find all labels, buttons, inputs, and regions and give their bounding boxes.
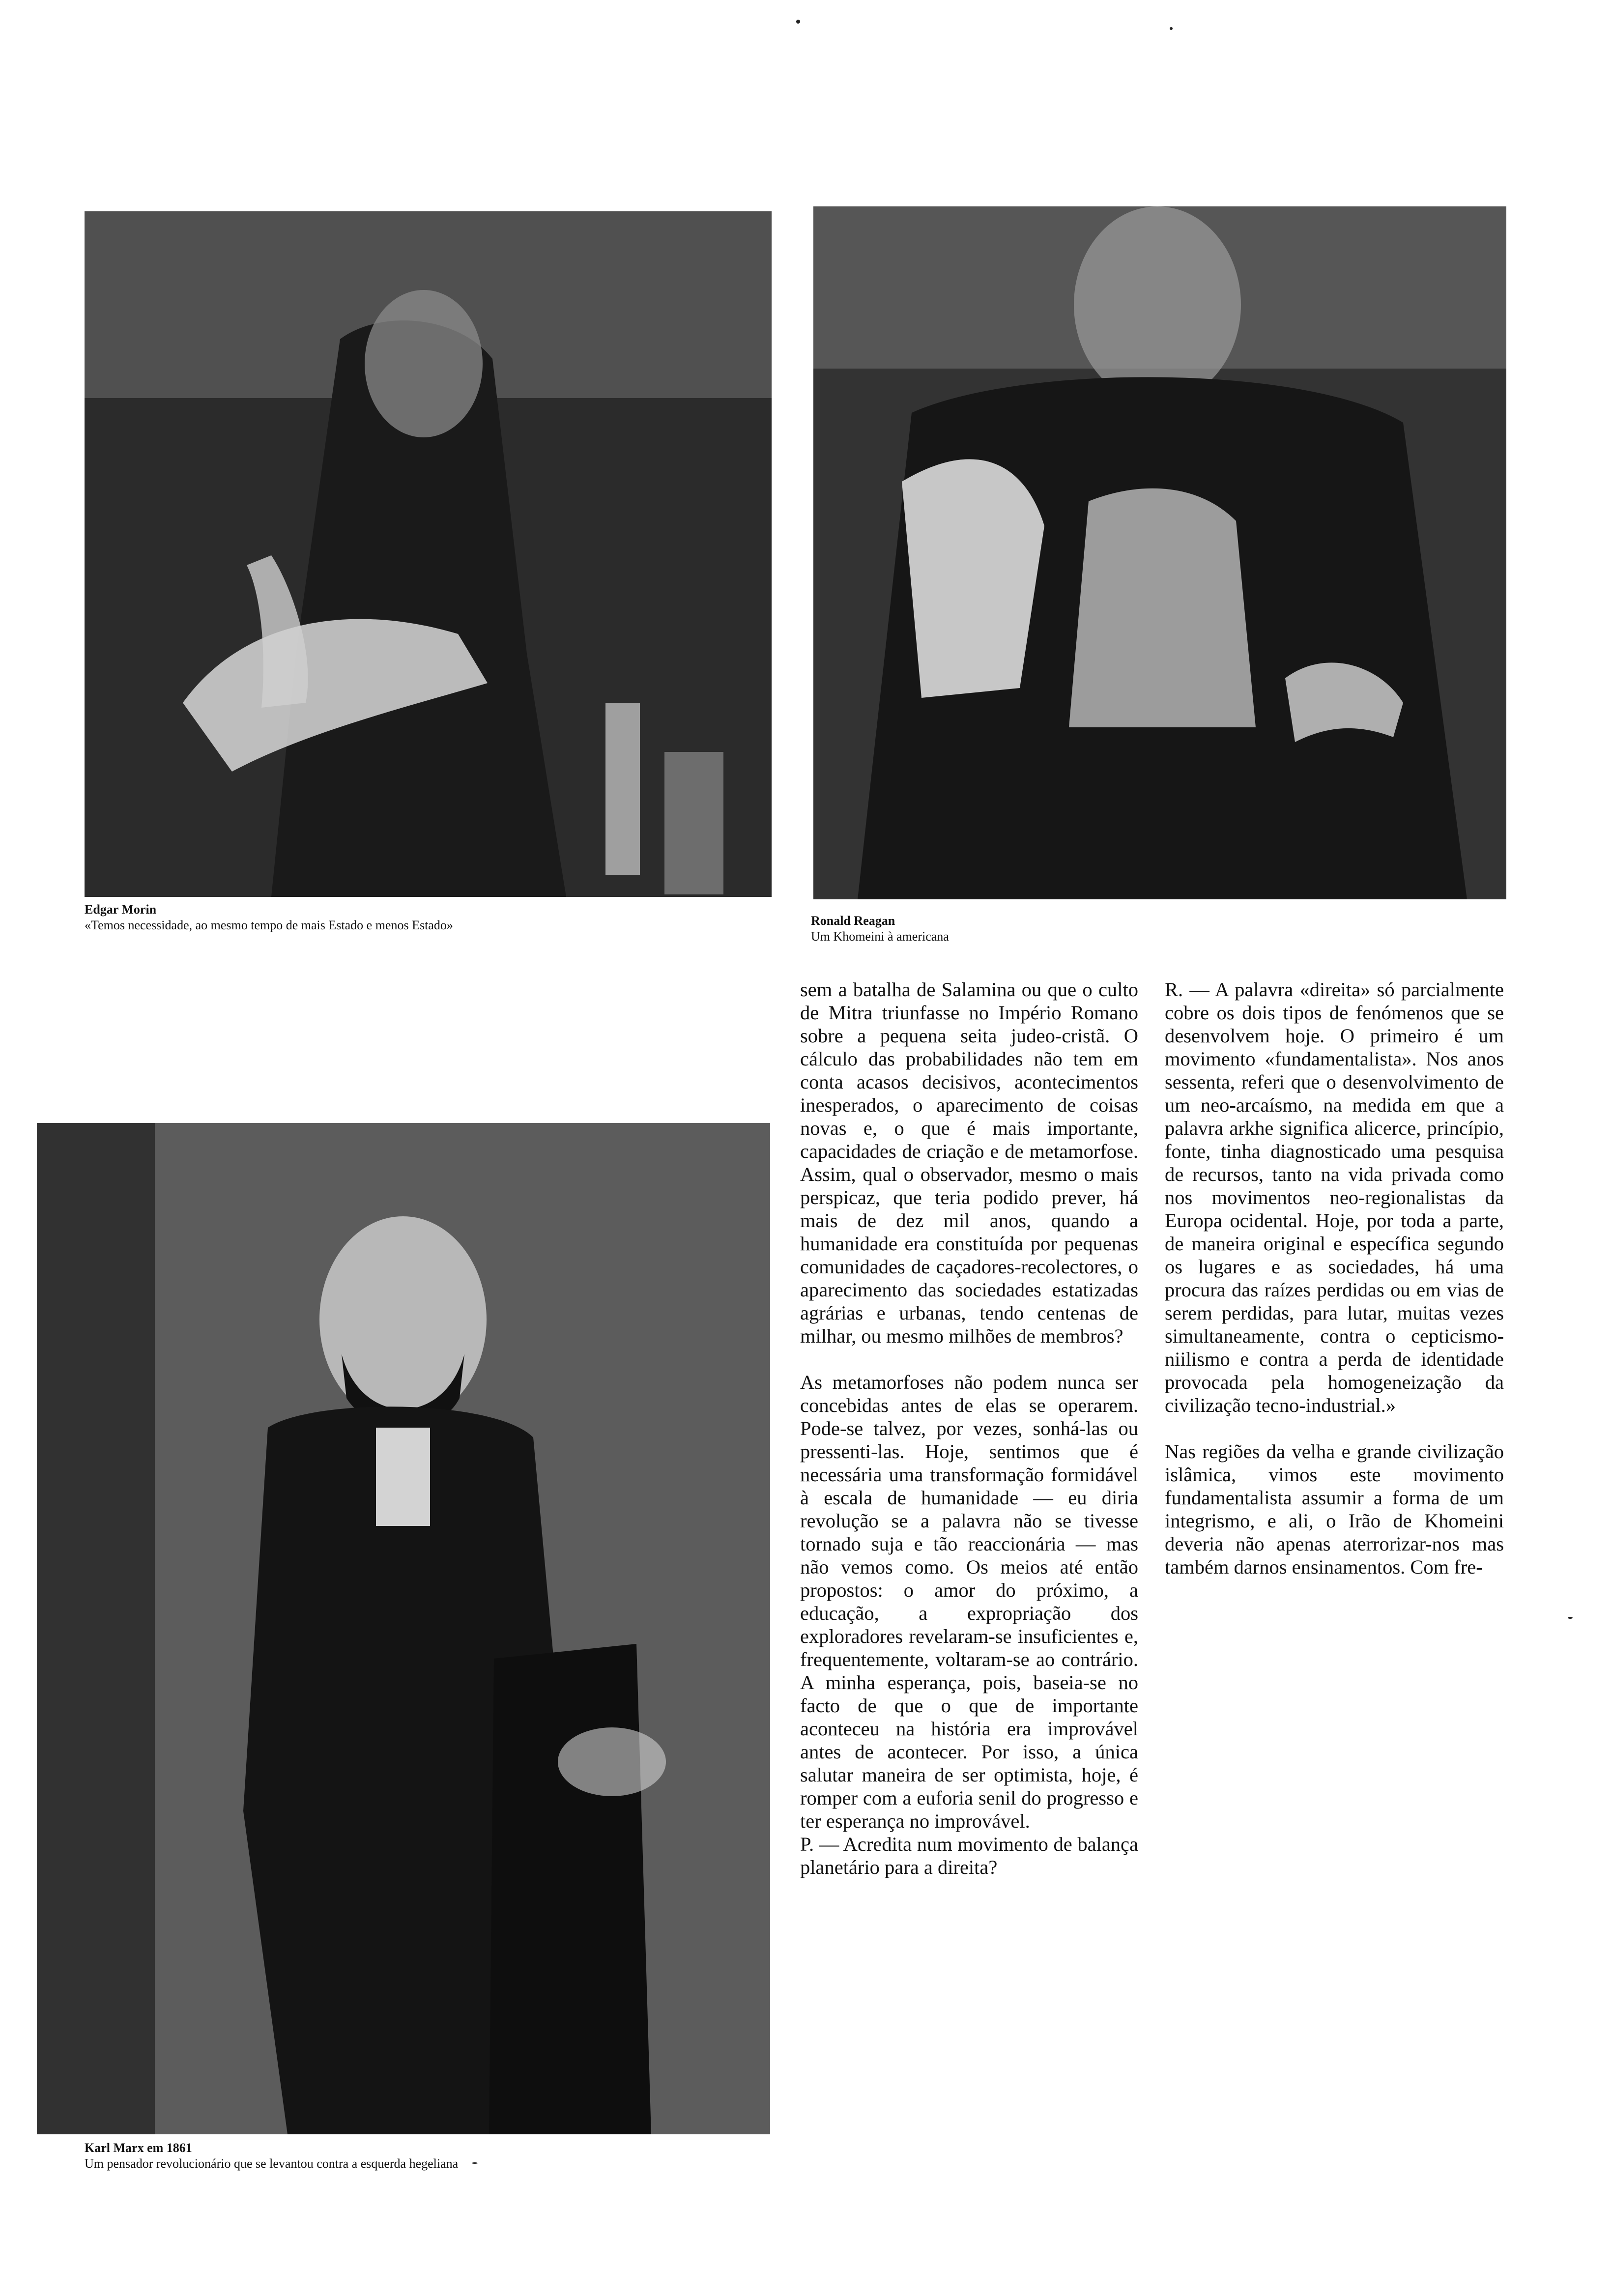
caption-quote: «Temos necessidade, ao mesmo tempo de mais Estado e menos Estado» (85, 918, 453, 932)
photo-karl-marx-figure (37, 1123, 770, 2134)
print-speck (472, 2162, 478, 2164)
photo-karl-marx (37, 1123, 770, 2134)
caption-name: Ronald Reagan (811, 914, 895, 928)
caption-name: Karl Marx em 1861 (85, 2141, 192, 2155)
caption-karl-marx (85, 2140, 458, 2172)
caption-edgar-morin (85, 902, 453, 933)
caption-subtitle: Um pensador revolucionário que se levantou contra a esquerda hegeliana (85, 2156, 459, 2171)
article-paragraph: Nas regiões da velha e grande civilização islâmica, vimos este movimento fundamentalista assumir a forma de um integrismo, e ali, o Irão de Khomeini deveria não apenas aterrorizar-nos mas também darnos ensinamentos. Com fre- (1165, 1440, 1504, 1578)
article-paragraph: R. — A palavra «direita» só parcialmente cobre os dois tipos de fenómenos que se desenvolvem hoje. O primeiro é um movimento «fundamentalista». Nos anos sessenta, referi que o desenvolvimento de um neo-arcaísmo, na medida em que a palavra arkhe significa alicerce, princípio, fonte, tinha diagnosticado uma pesquisa de recursos, tanto na vida privada como nos movimentos neo-regionalistas da Europa ocidental. Hoje, por toda a parte, de maneira original e específica segundo os lugares e as sociedades, há uma procura das raízes perdidas ou em vias de serem perdidas, para lutar, muitas vezes simultaneamente, contra o cepticismo-niilismo e contra a perda de identidade provocada pela homogeneização da civilização tecno-industrial.» (1165, 978, 1504, 1416)
photo-ronald-reagan-figure (813, 206, 1506, 899)
photo-edgar-morin (85, 211, 772, 897)
photo-ronald-reagan (813, 206, 1506, 899)
print-speck (1170, 27, 1173, 30)
article-column-right (1165, 978, 1504, 1578)
article-column-left (800, 978, 1138, 1879)
article-paragraph: As metamorfoses não podem nunca ser concebidas antes de elas se operarem. Pode-se talvez, por vezes, sonhá-las ou pressenti-las. Hoje, sentimos que é necessária uma transformação formidável à escala de humanidade — eu diria revolução se a palavra não se tivesse tornado suja e tão reaccionária — mas não vemos como. Os meios até então propostos: o amor do próximo, a educação, a expropriação dos exploradores revelaram-se insuficientes e, frequentemente, voltaram-se ao contrário. A minha esperança, pois, baseia-se no facto de que o que de importante aconteceu na história era improvável antes de acontecer. Por isso, a única salutar maneira de ser optimista, hoje, é romper com a euforia senil do progresso e ter esperança no improvável. (800, 1371, 1138, 1832)
print-speck (1568, 1617, 1573, 1619)
print-speck (796, 20, 800, 24)
caption-name: Edgar Morin (85, 902, 157, 917)
caption-subtitle: Um Khomeini à americana (811, 929, 949, 944)
article-question: P. — Acredita num movimento de balança planetário para a direita? (800, 1833, 1138, 1878)
article-paragraph: sem a batalha de Salamina ou que o culto de Mitra triunfasse no Império Romano sobre a pequena seita judeo-cristã. O cálculo das probabilidades não tem em conta acasos decisivos, acontecimentos inesperados, o aparecimento de coisas novas e, o que é mais importante, capacidades de criação e de metamorfose. Assim, qual o observador, mesmo o mais perspicaz, que teria podido prever, há mais de dez mil anos, quando a humanidade era constituída por pequenas comunidades de caçadores-recolectores, o aparecimento das sociedades estatizadas agrárias e urbanas, tendo centenas de milhar, ou mesmo milhões de membros? (800, 978, 1138, 1347)
caption-ronald-reagan (811, 913, 949, 945)
photo-edgar-morin-figure (85, 211, 772, 897)
